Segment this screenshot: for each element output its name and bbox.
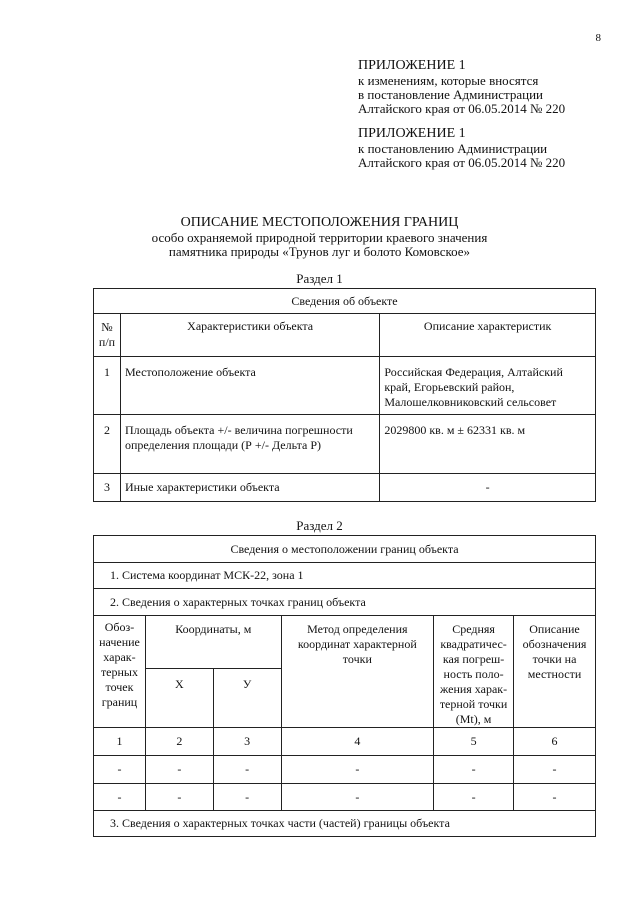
cell-num: 1 bbox=[94, 357, 121, 415]
header-designation: Обоз-начение харак-терных точек границ bbox=[94, 616, 146, 728]
cell-num: 3 bbox=[94, 474, 121, 502]
appendix-line: в постановление Администрации bbox=[358, 87, 544, 102]
section-2-label: Раздел 2 bbox=[296, 518, 343, 533]
table-cell: - bbox=[281, 756, 434, 784]
table-cell: - bbox=[281, 784, 434, 811]
col-number: 4 bbox=[281, 728, 434, 756]
table-row bbox=[94, 784, 596, 811]
table-title: Сведения о местоположении границ объекта bbox=[94, 536, 596, 563]
table-row bbox=[94, 756, 596, 784]
header-characteristic: Характеристики объекта bbox=[120, 314, 379, 357]
table-cell: - bbox=[94, 756, 146, 784]
cell-description: Российская Федерация, Алтайский край, Егорьевский район, Малошелковниковский сельсовет bbox=[380, 357, 596, 415]
header-num: № п/п bbox=[94, 314, 121, 357]
col-number: 2 bbox=[145, 728, 213, 756]
col-number: 5 bbox=[434, 728, 514, 756]
appendix-line: Алтайского края от 06.05.2014 № 220 bbox=[358, 101, 566, 116]
table-cell: - bbox=[434, 756, 514, 784]
cell-num: 2 bbox=[94, 415, 121, 474]
coordinate-system-row: 1. Система координат МСК-22, зона 1 bbox=[94, 563, 596, 589]
cell-description: - bbox=[380, 474, 596, 502]
appendix-line: к постановлению Администрации bbox=[358, 141, 548, 156]
col-number: 1 bbox=[94, 728, 146, 756]
cell-characteristic: Иные характеристики объекта bbox=[120, 474, 379, 502]
header-method: Метод определения координат характерной точки bbox=[281, 616, 434, 728]
cell-description: 2029800 кв. м ± 62331 кв. м bbox=[380, 415, 596, 474]
table-cell: - bbox=[145, 756, 213, 784]
appendix-line: Алтайского края от 06.05.2014 № 220 bbox=[358, 155, 566, 170]
partial-boundary-points-row: 3. Сведения о характерных точках части (частей) границы объекта bbox=[94, 811, 596, 837]
table-row bbox=[94, 357, 596, 415]
header-coordinates: Координаты, м bbox=[145, 616, 281, 669]
page-number: 8 bbox=[595, 32, 601, 44]
appendix-heading: ПРИЛОЖЕНИЕ 1 bbox=[358, 58, 466, 73]
col-number: 6 bbox=[514, 728, 596, 756]
col-number: 3 bbox=[213, 728, 281, 756]
section-1-label: Раздел 1 bbox=[296, 271, 343, 286]
header-description: Описание характеристик bbox=[380, 314, 596, 357]
title-line: памятника природы «Трунов луг и болото Комовское» bbox=[168, 244, 471, 259]
table-cell: - bbox=[434, 784, 514, 811]
table-cell: - bbox=[94, 784, 146, 811]
appendix-line: к изменениям, которые вносятся bbox=[358, 73, 539, 88]
appendix-resolution-block bbox=[358, 126, 565, 170]
appendix-heading: ПРИЛОЖЕНИЕ 1 bbox=[358, 126, 466, 141]
table-cell: - bbox=[514, 756, 596, 784]
appendix-amendment-block bbox=[358, 58, 565, 116]
table-cell: - bbox=[213, 756, 281, 784]
title-main: ОПИСАНИЕ МЕСТОПОЛОЖЕНИЯ ГРАНИЦ bbox=[180, 215, 459, 230]
table-title: Сведения об объекте bbox=[94, 289, 596, 314]
header-y: У bbox=[213, 669, 281, 728]
table-cell: - bbox=[514, 784, 596, 811]
title-line: особо охраняемой природной территории краевого значения bbox=[151, 230, 488, 245]
table-row bbox=[94, 474, 596, 502]
header-x: Х bbox=[145, 669, 213, 728]
header-mean-square-error: Средняя квадратичес-кая погреш-ность поло-жения харак-терной точки (Mt), м bbox=[434, 616, 514, 728]
column-number-row bbox=[94, 728, 596, 756]
object-info-table bbox=[93, 288, 596, 502]
header-point-description: Описание обозначения точки на местности bbox=[514, 616, 596, 728]
boundary-points-table bbox=[93, 535, 596, 837]
document-title bbox=[0, 215, 639, 259]
table-cell: - bbox=[213, 784, 281, 811]
boundary-points-subtitle: 2. Сведения о характерных точках границ объекта bbox=[94, 589, 596, 616]
cell-characteristic: Местоположение объекта bbox=[120, 357, 379, 415]
table-row bbox=[94, 415, 596, 474]
table-cell: - bbox=[145, 784, 213, 811]
cell-characteristic: Площадь объекта +/- величина погрешности определения площади (Р +/- Дельта Р) bbox=[120, 415, 379, 474]
